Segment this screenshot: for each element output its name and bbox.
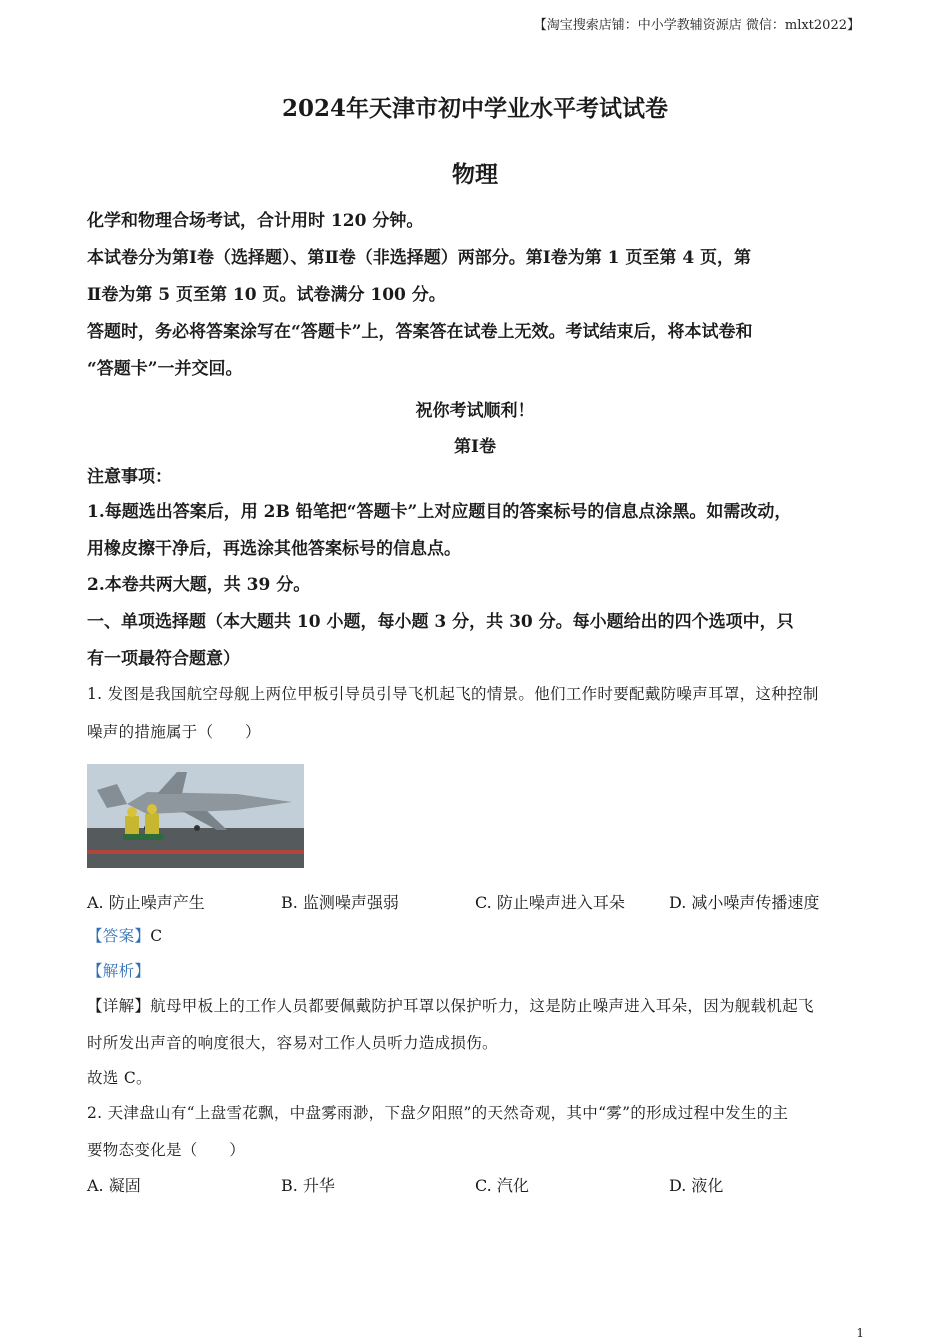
subject-title: 物理 [452,161,498,188]
option-b[interactable]: B. 升华 [281,1176,335,1195]
notice-title: 注意事项： [87,467,172,487]
question-2-options [87,1173,867,1203]
aircraft-carrier-photo [87,764,304,868]
jet-illustration [87,764,304,868]
option-a[interactable]: A. 防止噪声产生 [87,893,205,912]
answer-tag: 【答案】 [87,927,151,945]
intro-line: 化学和物理合场考试，合计用时 120 分钟。 [87,211,424,231]
analysis-tag: 【解析】 [87,962,151,980]
notice-line: 1.每题选出答案后，用 2B 铅笔把“答题卡”上对应题目的答案标号的信息点涂黑。如需改动， [87,502,792,522]
intro-line: “答题卡”一并交回。 [87,359,243,379]
option-c[interactable]: C. 汽化 [475,1176,529,1195]
option-d[interactable]: D. 液化 [669,1176,724,1195]
intro-line: 答题时，务必将答案涂写在“答题卡”上，答案答在试卷上无效。考试结束后，将本试卷和 [87,322,753,342]
section-heading: 一、单项选择题（本大题共 10 小题，每小题 3 分，共 30 分。每小题给出的四个选项中，只 [87,612,794,632]
question-2-text: 要物态变化是（ ） [87,1141,246,1159]
option-b[interactable]: B. 监测噪声强弱 [281,893,399,912]
section-heading: 有一项最符合题意） [87,649,240,669]
option-a[interactable]: A. 凝固 [87,1176,141,1195]
option-d[interactable]: D. 减小噪声传播速度 [669,893,820,912]
notice-line: 用橡皮擦干净后，再选涂其他答案标号的信息点。 [87,539,461,559]
question-2-text: 2. 天津盘山有“上盘雪花飘，中盘雾雨渺，下盘夕阳照”的天然奇观，其中“雾”的形成过程中发生的主 [87,1104,789,1122]
answer-value: C [150,927,163,945]
intro-line: Ⅱ卷为第 5 页至第 10 页。试卷满分 100 分。 [87,285,446,305]
detail-text: 【详解】航母甲板上的工作人员都要佩戴防护耳罩以保护听力，这是防止噪声进入耳朵，因为舰载机起飞 [87,997,814,1015]
conclusion-text: 故选 C。 [87,1069,152,1087]
question-1-text: 1. 发图是我国航空母舰上两位甲板引导员引导飞机起飞的情景。他们工作时要配戴防噪声耳罩，这种控制 [87,685,819,703]
volume-title: 第Ⅰ卷 [454,437,496,457]
notice-line: 2.本卷共两大题，共 39 分。 [87,575,311,595]
option-c[interactable]: C. 防止噪声进入耳朵 [475,893,625,912]
wish-text: 祝你考试顺利！ [415,401,535,421]
exam-title: 2024年天津市初中学业水平考试试卷 [281,95,668,122]
question-1-options [87,890,867,920]
intro-line: 本试卷分为第Ⅰ卷（选择题）、第Ⅱ卷（非选择题）两部分。第Ⅰ卷为第 1 页至第 4 页，第 [87,248,752,268]
detail-text: 时所发出声音的响度很大，容易对工作人员听力造成损伤。 [87,1034,498,1052]
answer-line [87,917,867,955]
header-note: 【淘宝搜索店铺：中小学教辅资源店 微信：mlxt2022】 [533,18,860,33]
question-1-text: 噪声的措施属于（ ） [87,723,261,741]
page-number: 1 [856,1326,864,1340]
